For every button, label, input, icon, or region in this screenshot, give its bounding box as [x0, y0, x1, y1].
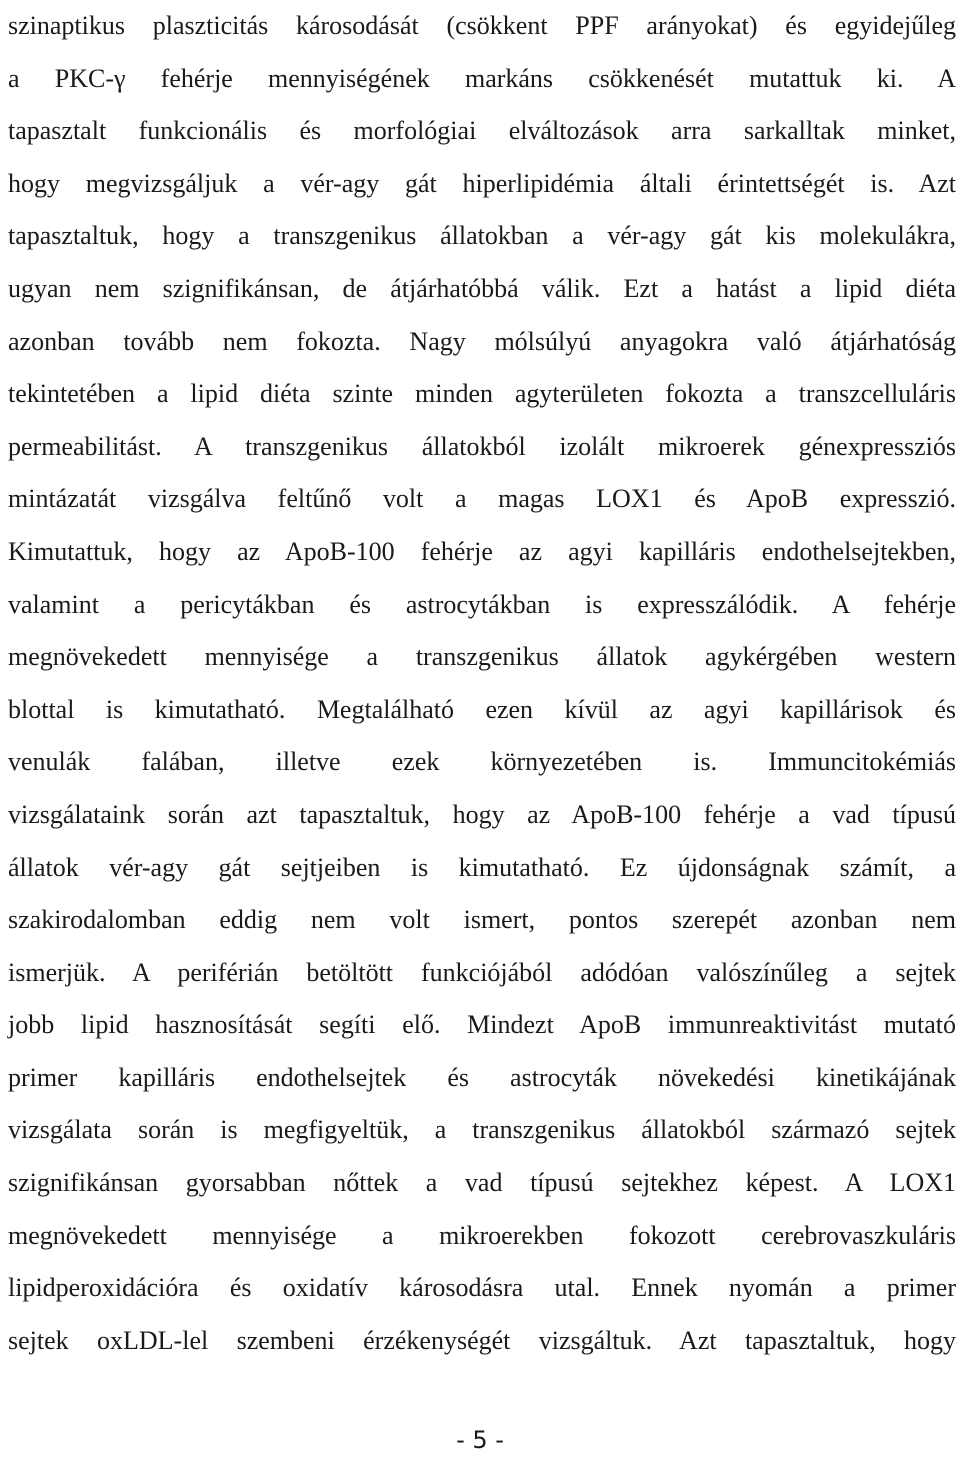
text-line: lipidperoxidációra és oxidatív károsodásra utal. Ennek nyomán a primer: [8, 1273, 956, 1303]
text-line: primer kapilláris endothelsejtek és astrocyták növekedési kinetikájának: [8, 1062, 956, 1092]
text-line: szignifikánsan gyorsabban nőttek a vad típusú sejtekhez képest. A LOX1: [8, 1168, 956, 1198]
text-line: szinaptikus plaszticitás károsodását (csökkent PPF arányokat) és egyidejűleg: [8, 11, 956, 40]
text-line: szakirodalomban eddig nem volt ismert, pontos szerepét azonban nem: [8, 905, 956, 935]
text-line: mintázatát vizsgálva feltűnő volt a magas LOX1 és ApoB expresszió.: [8, 484, 956, 514]
text-line: jobb lipid hasznosítását segíti elő. Mindezt ApoB immunreaktivitást mutató: [8, 1010, 956, 1040]
text-line: ugyan nem szignifikánsan, de átjárhatóbbá válik. Ezt a hatást a lipid diéta: [8, 273, 956, 303]
text-line: a PKC-γ fehérje mennyiségének markáns csökkenését mutattuk ki. A: [8, 63, 956, 93]
page-number: - 5 -: [456, 1426, 504, 1454]
text-line: valamint a pericytákban és astrocytákban is expresszálódik. A fehérje: [8, 589, 956, 619]
text-line: Kimutattuk, hogy az ApoB-100 fehérje az agyi kapilláris endothelsejtekben,: [8, 536, 956, 566]
text-line: megnövekedett mennyisége a transzgenikus állatok agykérgében western: [8, 642, 956, 672]
text-line: venulák falában, illetve ezek környezetében is. Immuncitokémiás: [8, 747, 956, 777]
text-line: tapasztaltuk, hogy a transzgenikus állatokban a vér-agy gát kis molekulákra,: [8, 221, 956, 251]
text-line: tapasztalt funkcionális és morfológiai elváltozások arra sarkalltak minket,: [8, 116, 956, 146]
text-line: blottal is kimutatható. Megtalálható ezen kívül az agyi kapillárisok és: [8, 694, 956, 724]
text-line: azonban tovább nem fokozta. Nagy mólsúlyú anyagokra való átjárhatóság: [8, 326, 956, 356]
text-line: vizsgálataink során azt tapasztaltuk, hogy az ApoB-100 fehérje a vad típusú: [8, 799, 956, 829]
text-line: hogy megvizsgáljuk a vér-agy gát hiperlipidémia általi érintettségét is. Azt: [8, 168, 956, 198]
text-line: permeabilitást. A transzgenikus állatokból izolált mikroerek génexpressziós: [8, 431, 956, 461]
text-line: tekintetében a lipid diéta szinte minden agyterületen fokozta a transzcelluláris: [8, 379, 956, 409]
text-line: megnövekedett mennyisége a mikroerekben fokozott cerebrovaszkuláris: [8, 1220, 956, 1250]
text-line: ismerjük. A periférián betöltött funkciójából adódóan valószínűleg a sejtek: [8, 957, 956, 987]
text-line: sejtek oxLDL-lel szembeni érzékenységét vizsgáltuk. Azt tapasztaltuk, hogy: [8, 1325, 956, 1355]
body-paragraph: [8, 0, 956, 1367]
text-line: állatok vér-agy gát sejtjeiben is kimutatható. Ez újdonságnak számít, a: [8, 852, 956, 882]
text-line: vizsgálata során is megfigyeltük, a transzgenikus állatokból származó sejtek: [8, 1115, 956, 1145]
